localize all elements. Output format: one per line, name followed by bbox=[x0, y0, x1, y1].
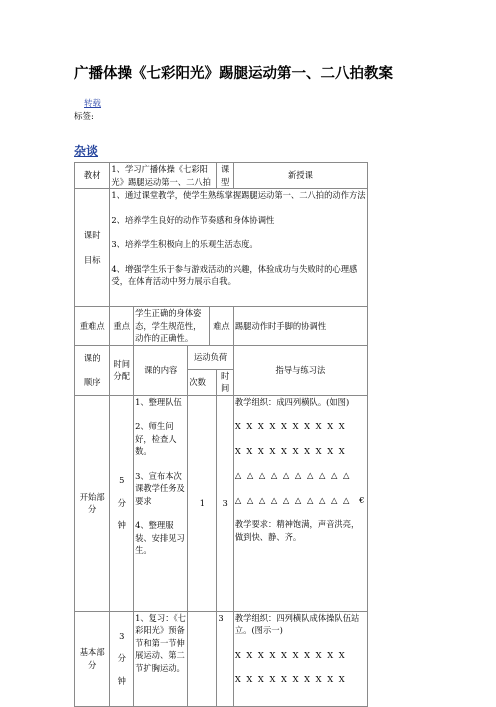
objectives-label bbox=[75, 189, 110, 307]
basic-time bbox=[110, 611, 134, 706]
objective-item: 2、培养学生良好的动作节奏感和身体协调性 bbox=[111, 214, 275, 225]
formation-row: X X X X X X X X X X bbox=[234, 649, 347, 660]
objectives-label-line2: 目标 bbox=[83, 254, 101, 265]
basic-guidance-org: 教学组织：四列横队成体操队伍站立。(图示一) bbox=[234, 612, 360, 635]
lesson-plan-table bbox=[74, 162, 368, 707]
start-time-number: 5 bbox=[119, 475, 125, 486]
lesson-type-label: 课型 bbox=[217, 163, 233, 189]
key-difficulty-row bbox=[75, 307, 368, 346]
category-link[interactable]: 杂谈 bbox=[74, 144, 99, 158]
teacher-symbol: € bbox=[359, 494, 366, 505]
start-content-item: 3、宣布本次课教学任务及要求 bbox=[135, 470, 185, 506]
header-time-line1: 时间 bbox=[113, 358, 131, 369]
basic-count bbox=[188, 611, 217, 706]
header-duration: 时间 bbox=[217, 369, 233, 395]
start-guidance bbox=[233, 395, 367, 611]
header-guidance: 指导与练习法 bbox=[233, 345, 367, 395]
start-section-row bbox=[75, 395, 368, 611]
formation-row: X X X X X X X X X X bbox=[234, 445, 347, 456]
header-time-line2: 分配 bbox=[113, 371, 131, 381]
header-load: 运动负荷 bbox=[188, 345, 234, 369]
basic-guidance bbox=[233, 611, 367, 706]
formation-row: △ △ △ △ △ △ △ △ △ △ bbox=[234, 494, 351, 505]
start-section-label: 开始部分 bbox=[75, 395, 110, 611]
start-time-unit2: 钟 bbox=[117, 520, 126, 531]
objective-item: 1、通过课堂教学，使学生熟练掌握踢腿运动第一、二八拍的动作方法 bbox=[111, 190, 366, 200]
materials-value: 1、学习广播体操《七彩阳光》踢腿运动第一、二八拍 bbox=[110, 163, 217, 189]
page-title: 广播体操《七彩阳光》踢腿运动第一、二八拍教案 bbox=[74, 66, 393, 82]
header-order-line1: 课的 bbox=[83, 352, 101, 363]
objective-item: 4、增强学生乐于参与游戏活动的兴趣，体验成功与失败时的心理感受，在体育活动中努力展示自我。 bbox=[111, 263, 358, 286]
header-order-line2: 顺序 bbox=[83, 377, 101, 387]
start-time-unit1: 分 bbox=[117, 497, 126, 508]
start-count: 1 bbox=[188, 395, 217, 611]
difficulty-label: 难点 bbox=[209, 307, 233, 346]
key-label: 重点 bbox=[110, 307, 134, 346]
header-row-1 bbox=[75, 345, 368, 369]
formation-row: △ △ △ △ △ △ △ △ △ △ bbox=[234, 470, 351, 480]
materials-row bbox=[75, 163, 368, 189]
formation-row-with-teacher bbox=[235, 494, 366, 507]
lesson-type-value: 新授课 bbox=[233, 163, 367, 189]
start-content-item: 4、整理服装、安排见习生。 bbox=[135, 520, 185, 555]
key-difficulty-label: 重难点 bbox=[75, 307, 110, 346]
key-value: 学生正确的身体姿态，学生规范性，动作的正确性。 bbox=[134, 307, 210, 346]
basic-section-row bbox=[75, 611, 368, 706]
tags-label: 标签: bbox=[74, 112, 94, 122]
basic-duration: 3 bbox=[217, 611, 233, 706]
difficulty-value: 踢腿动作时手脚的协调性 bbox=[233, 307, 367, 346]
basic-time-number: 3 bbox=[119, 630, 125, 641]
start-time bbox=[110, 395, 134, 611]
start-content-item: 1、整理队伍 bbox=[135, 396, 182, 407]
objectives-list bbox=[110, 189, 368, 307]
start-guidance-org: 教学组织：成四列横队。(如图) bbox=[234, 396, 350, 407]
basic-section-label: 基本部分 bbox=[75, 611, 110, 706]
header-order bbox=[75, 345, 110, 395]
basic-time-unit1: 分 bbox=[117, 653, 126, 664]
header-time bbox=[110, 345, 134, 395]
repost-link[interactable]: 转载 bbox=[84, 99, 102, 109]
start-duration: 3 bbox=[217, 395, 233, 611]
start-content-item: 2、师生问好，检查人数。 bbox=[135, 421, 177, 456]
materials-label: 教材 bbox=[75, 163, 110, 189]
formation-row: X X X X X X X X X X bbox=[234, 421, 347, 431]
header-count: 次数 bbox=[188, 369, 217, 395]
basic-content: 1、复习：《七彩阳光》预备节和第一节伸展运动、第二节扩胸运动。 bbox=[134, 611, 188, 706]
objectives-row bbox=[75, 189, 368, 307]
formation-row: X X X X X X X X X X bbox=[234, 674, 347, 684]
header-content: 课的内容 bbox=[134, 345, 188, 395]
objective-item: 3、培养学生积极向上的乐观生活态度。 bbox=[111, 239, 258, 249]
start-content bbox=[134, 395, 188, 611]
start-guidance-req: 教学要求：精神饱满，声音洪亮，做到快、静、齐。 bbox=[234, 519, 360, 542]
objectives-label-line1: 课时 bbox=[83, 230, 101, 240]
basic-time-unit2: 钟 bbox=[117, 675, 126, 686]
